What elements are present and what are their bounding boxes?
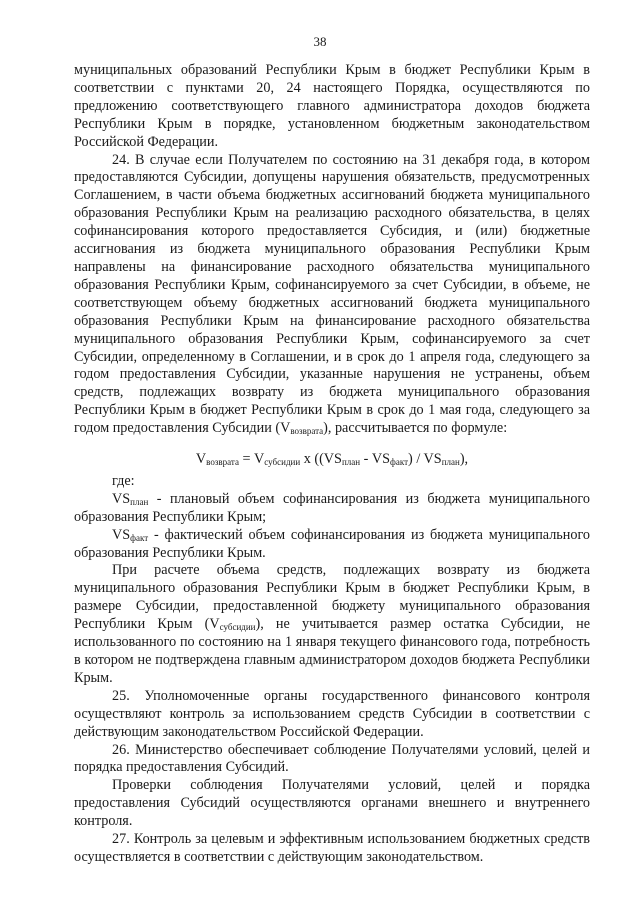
paragraph-24 bbox=[74, 152, 590, 439]
calculation-note bbox=[74, 562, 590, 687]
formula-part-2: - VS bbox=[360, 451, 391, 468]
calc-subscript: субсидии bbox=[219, 622, 256, 633]
calc-tail: ), не учитывается размер остатка Субсидии, не использованного по состоянию на 1 января текущего финансового года, потребность в котором не подтверждена главным администратором доходов бюджета Республики Крым. bbox=[74, 616, 590, 686]
v-return-subscript: возврата bbox=[290, 426, 324, 437]
formula-end: ), bbox=[459, 451, 469, 468]
definition-vsplan bbox=[74, 491, 590, 527]
formula-part-1: x ((VS bbox=[300, 451, 342, 468]
return-formula bbox=[74, 451, 590, 469]
formula-sub-plan: план bbox=[341, 457, 361, 468]
paragraph-27: 27. Контроль за целевым и эффективным использованием бюджетных средств осуществляется в соответствии с действующим законодательством. bbox=[74, 831, 590, 865]
paragraph-24-tail: ), рассчитывается по формуле: bbox=[323, 420, 508, 437]
paragraph-26: 26. Министерство обеспечивает соблюдение Получателями условий, целей и порядка предоставления Субсидий. bbox=[74, 741, 590, 776]
definition-vsfakt bbox=[74, 527, 590, 563]
document-body bbox=[74, 62, 590, 867]
paragraph-continuation: муниципальных образований Республики Крым в бюджет Республики Крым в соответствии с пунктами 20, 24 настоящего Порядка, осуществляются по предложению соответствующего главного администратора доходов бюджета Республики Крым в порядке, установленном бюджетным законодательством Российской Федерации. bbox=[74, 62, 590, 150]
paragraph-25: 25. Уполномоченные органы государственного финансового контроля осуществляют контроль за использованием средств Субсидии в соответствии с действующим законодательством Российской Федерации. bbox=[74, 687, 590, 740]
formula-sub-subsidy: субсидии bbox=[264, 457, 301, 468]
vsplan-symbol: VS bbox=[112, 490, 131, 507]
calc-text: При расчете объема средств, подлежащих возврату из бюджета муниципального образования Республики Крым в бюджет Республики Крым, в размере Субсидии, предоставленной бюджету муниципального образования Республики Крым (V bbox=[74, 562, 590, 633]
vsfakt-symbol: VS bbox=[112, 526, 131, 543]
vsfakt-text: - фактический объем софинансирования из бюджета муниципального образования Республики Крым. bbox=[74, 526, 590, 561]
formula-eq: = V bbox=[238, 451, 265, 468]
formula-sub-return: возврата bbox=[206, 457, 239, 468]
formula-part-3: ) / VS bbox=[408, 451, 442, 468]
paragraph-checks: Проверки соблюдения Получателями условий, целей и порядка предоставления Субсидий осуществляются органами внешнего и внутреннего контроля. bbox=[74, 777, 590, 830]
vsplan-text: - плановый объем софинансирования из бюджета муниципального образования Республики Крым; bbox=[74, 490, 590, 525]
where-label: где: bbox=[112, 472, 135, 489]
paragraph-24-text: 24. В случае если Получателем по состоянию на 31 декабря года, в котором предоставляются Субсидии, допущены нарушения обязательств, предусмотренных Соглашением, в части объема бюджетных ассигнований бюджета муниципального образования Республики Крым на реализацию расходного обязательства, в целях софинансирования которого предоставляется Субсидия, и (или) бюджетные ассигнования из бюджета муниципального образования Республики Крым направлены на финансирование расходного обязательства муниципального образования Республики Крым, софинансируемого за счет Субсидии, в объеме, не соответствующем объему бюджетных ассигнований бюджета муниципального образования Республики Крым на финансирование расходного обязательства муниципального образования Республики Крым, софинансируемого за счет Субсидии, определенному в Соглашении, и в срок до 1 апреля года, следующего за годом предоставления Субсидии, указанные нарушения не устранены, объем средств, подлежащих возврату из бюджета муниципального образования Республики Крым в бюджет Республики Крым в срок до 1 мая года, следующего за годом предоставления Субсидии (V bbox=[74, 151, 590, 437]
vsfakt-subscript: факт bbox=[130, 532, 149, 543]
formula-v: V bbox=[195, 451, 207, 468]
formula-sub-plan-2: план bbox=[441, 457, 460, 468]
vsplan-subscript: план bbox=[130, 496, 149, 507]
formula-sub-fact: факт bbox=[390, 457, 409, 468]
page-number: 38 bbox=[313, 34, 327, 49]
